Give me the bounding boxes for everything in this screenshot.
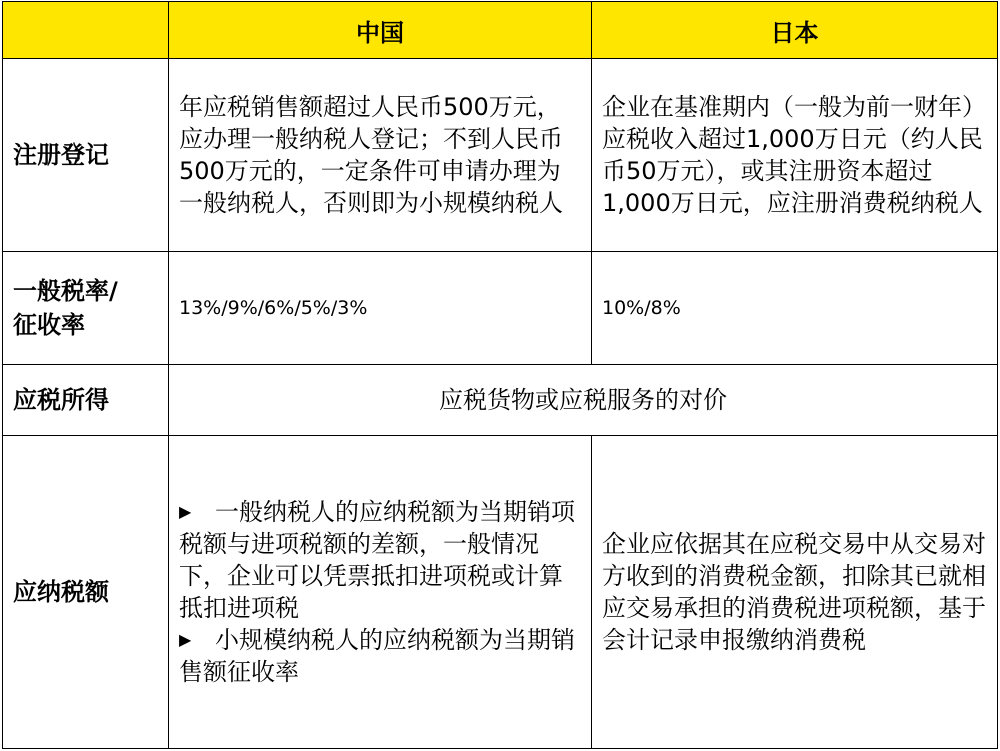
row-label-tax-rate-line1: 一般税率/ <box>13 277 118 306</box>
row-label-taxable-income: 应税所得 <box>3 365 169 435</box>
bullet-item <box>179 624 581 688</box>
row-label-tax-payable: 应纳税额 <box>3 435 169 748</box>
bullet-item <box>179 496 581 624</box>
row-label-tax-rate <box>3 251 169 364</box>
table-row-tax-payable <box>3 435 998 748</box>
table-row-taxable-income <box>3 365 998 435</box>
cell-china-tax-rate: 13%/9%/6%/5%/3% <box>169 251 592 364</box>
header-corner-cell <box>3 2 169 59</box>
cell-china-registration: 年应税销售额超过人民币500万元，应办理一般纳税人登记；不到人民币500万元的，一定条件可申请办理为一般纳税人，否则即为小规模纳税人 <box>169 59 592 252</box>
row-label-tax-rate-line2: 征收率 <box>13 311 85 340</box>
header-japan: 日本 <box>592 2 998 59</box>
cell-japan-tax-payable: 企业应依据其在应税交易中从交易对方收到的消费税金额，扣除其已就相应交易承担的消费税进项税额，基于会计记录申报缴纳消费税 <box>592 435 998 748</box>
triangle-bullet-icon: ▶ <box>179 629 192 649</box>
triangle-bullet-icon: ▶ <box>179 501 192 521</box>
header-row <box>3 2 998 59</box>
bullet-text: 小规模纳税人的应纳税额为当期销售额征收率 <box>179 625 575 686</box>
bullet-text: 一般纳税人的应纳税额为当期销项税额与进项税额的差额，一般情况下，企业可以凭票抵扣进项税或计算抵扣进项税 <box>179 497 575 622</box>
cell-china-tax-payable <box>169 435 592 748</box>
cell-japan-tax-rate: 10%/8% <box>592 251 998 364</box>
comparison-table <box>2 1 998 749</box>
table-row-tax-rate <box>3 251 998 364</box>
cell-japan-registration: 企业在基准期内（一般为前一财年）应税收入超过1,000万日元（约人民币50万元），或其注册资本超过1,000万日元，应注册消费税纳税人 <box>592 59 998 252</box>
table-row-registration <box>3 59 998 252</box>
header-china: 中国 <box>169 2 592 59</box>
cell-merged-taxable-income: 应税货物或应税服务的对价 <box>169 365 998 435</box>
row-label-registration: 注册登记 <box>3 59 169 252</box>
